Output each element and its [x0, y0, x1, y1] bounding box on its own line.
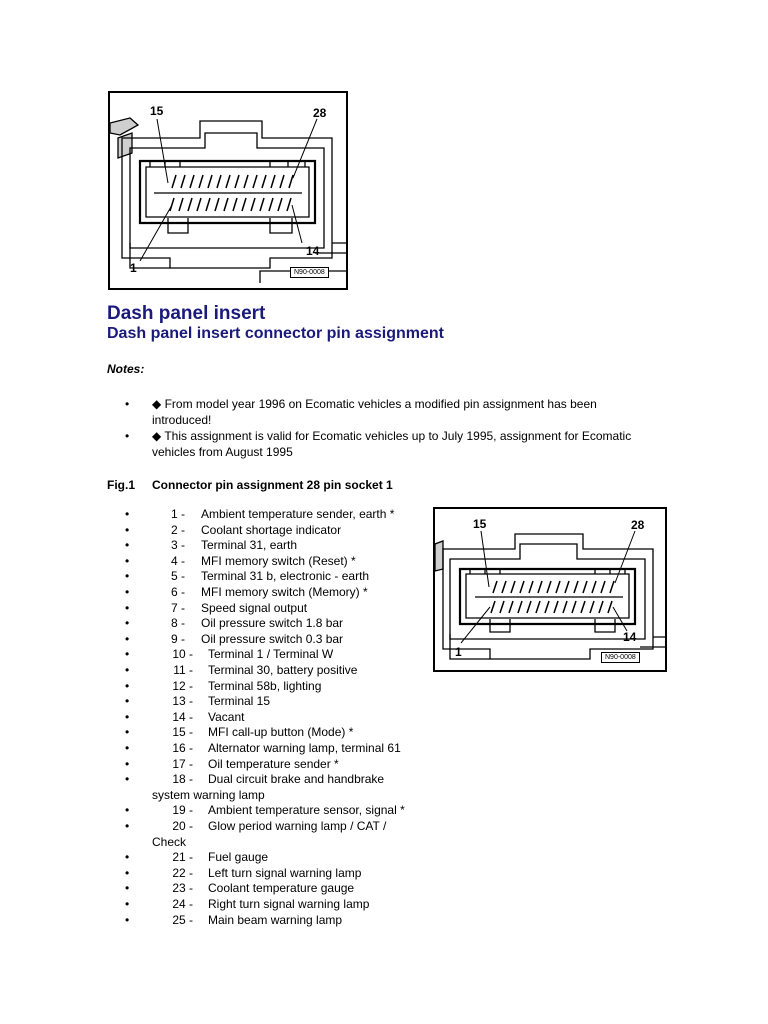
connector-drawing — [110, 93, 346, 288]
pin-label-15: 15 — [473, 517, 487, 531]
pin-number: 6 - — [170, 585, 185, 599]
bullet: • — [125, 897, 130, 911]
pin-number: 15 - — [172, 725, 193, 740]
pin-description: Oil pressure switch 0.3 bar — [201, 631, 344, 646]
pin-description: Speed signal output — [201, 600, 308, 615]
bullet: • — [125, 678, 130, 693]
pin-description: Ambient temperature sender, earth * — [201, 507, 395, 521]
note-line: introduced! — [152, 413, 212, 427]
bullet: • — [125, 850, 130, 865]
pin-number: 8 - — [170, 616, 185, 631]
pin-number: 19 - — [172, 803, 193, 818]
pin-description: Alternator warning lamp, terminal 61 — [208, 741, 401, 755]
pin-number: 11 - — [173, 663, 193, 677]
pin-description-continued: system warning lamp — [152, 787, 265, 802]
pin-description: Terminal 30, battery positive — [208, 663, 358, 677]
pin-number: 25 - — [172, 912, 193, 927]
page-title: Dash panel insert — [107, 303, 266, 324]
page-subtitle: Dash panel insert connector pin assignment — [107, 325, 444, 342]
pin-description: Terminal 1 / Terminal W — [208, 647, 334, 662]
note-item — [125, 428, 652, 460]
pin-description: Oil temperature sender * — [208, 756, 339, 771]
bullet: • — [125, 741, 130, 755]
pin-description: Fuel gauge — [208, 850, 269, 865]
bullet: • — [125, 616, 130, 631]
pin-number: 23 - — [172, 881, 193, 896]
connector-drawing — [435, 509, 665, 670]
pin-label-15: 15 — [150, 104, 164, 118]
pin-label-28: 28 — [631, 518, 645, 532]
bullet: • — [125, 772, 130, 787]
pin-number: 7 - — [170, 600, 185, 615]
note-line: ◆ From model year 1996 on Ecomatic vehicles a modified pin assignment has been — [152, 397, 597, 411]
bullet: • — [125, 694, 130, 709]
bullet: • — [125, 803, 130, 818]
note-item — [125, 396, 652, 428]
pin-number: 16 - — [172, 741, 193, 755]
pin-description: MFI memory switch (Memory) * — [201, 585, 368, 599]
bullet: • — [125, 819, 130, 833]
pin-number: 9 - — [170, 631, 185, 646]
pin-number: 4 - — [170, 553, 185, 568]
diagram-code: N90-0008 — [290, 267, 329, 278]
bullet: • — [125, 600, 130, 615]
pin-number: 22 - — [172, 865, 193, 880]
pin-number: 10 - — [172, 647, 193, 662]
bullet: • — [125, 507, 130, 521]
pin-description: Terminal 31, earth — [201, 538, 298, 553]
pin-description: Terminal 31 b, electronic - earth — [201, 569, 370, 584]
bullet: • — [125, 756, 130, 771]
bullet: • — [125, 538, 130, 553]
bullet: • — [125, 553, 130, 568]
bullet: • — [125, 569, 130, 584]
pin-number: 14 - — [172, 709, 193, 724]
figure-title: Connector pin assignment 28 pin socket 1 — [152, 478, 393, 492]
pin-description: Glow period warning lamp / CAT / — [208, 819, 387, 833]
pin-number: 18 - — [172, 772, 193, 787]
connector-diagram-bottom — [433, 507, 667, 672]
pin-number: 2 - — [170, 522, 185, 537]
bullet: • — [125, 647, 130, 662]
pin-description-continued: Check — [152, 834, 187, 849]
pin-description: Dual circuit brake and handbrake — [208, 772, 385, 787]
notes-label: Notes: — [107, 362, 145, 376]
pin-description: Coolant temperature gauge — [208, 881, 355, 896]
pin-description: Coolant shortage indicator — [201, 522, 342, 537]
figure-number: Fig.1 — [107, 478, 136, 492]
pin-number: 24 - — [172, 897, 193, 911]
pin-description: Main beam warning lamp — [208, 912, 343, 927]
bullet: • — [125, 397, 130, 411]
pin-number: 12 - — [172, 678, 193, 693]
pin-label-1: 1 — [455, 645, 462, 659]
bullet: • — [125, 631, 130, 646]
bullet: • — [125, 522, 130, 537]
pin-description: Left turn signal warning lamp — [208, 865, 362, 880]
bullet: • — [125, 865, 130, 880]
pin-description: Right turn signal warning lamp — [208, 897, 370, 911]
pin-number: 3 - — [170, 538, 185, 553]
pin-description: MFI memory switch (Reset) * — [201, 553, 356, 568]
pin-label-14: 14 — [623, 630, 637, 644]
pin-description: MFI call-up button (Mode) * — [208, 725, 354, 740]
pin-number: 17 - — [172, 756, 193, 771]
pin-description: Terminal 15 — [208, 694, 271, 709]
pin-description: Ambient temperature sensor, signal * — [208, 803, 405, 818]
bullet: • — [125, 709, 130, 724]
diagram-code: N90-0008 — [601, 652, 640, 663]
bullet: • — [125, 912, 130, 927]
connector-diagram-top — [108, 91, 348, 290]
bullet: • — [125, 725, 130, 740]
pin-description: Terminal 58b, lighting — [208, 678, 322, 693]
pin-description: Vacant — [208, 709, 245, 724]
pin-number: 20 - — [172, 819, 193, 833]
pin-label-14: 14 — [306, 244, 320, 258]
note-line: ◆ This assignment is valid for Ecomatic vehicles up to July 1995, assignment for Ecomatic — [152, 429, 632, 443]
pin-label-1: 1 — [130, 261, 137, 275]
bullet: • — [125, 585, 130, 599]
pin-number: 13 - — [172, 694, 193, 709]
pin-number: 1 - — [170, 507, 185, 521]
pin-number: 5 - — [170, 569, 185, 584]
pin-description: Oil pressure switch 1.8 bar — [201, 616, 344, 631]
pin-label-28: 28 — [313, 106, 327, 120]
pin-number: 21 - — [172, 850, 193, 865]
bullet: • — [125, 881, 130, 896]
bullet: • — [125, 429, 130, 443]
note-line: vehicles from August 1995 — [152, 445, 293, 459]
bullet: • — [125, 663, 130, 677]
